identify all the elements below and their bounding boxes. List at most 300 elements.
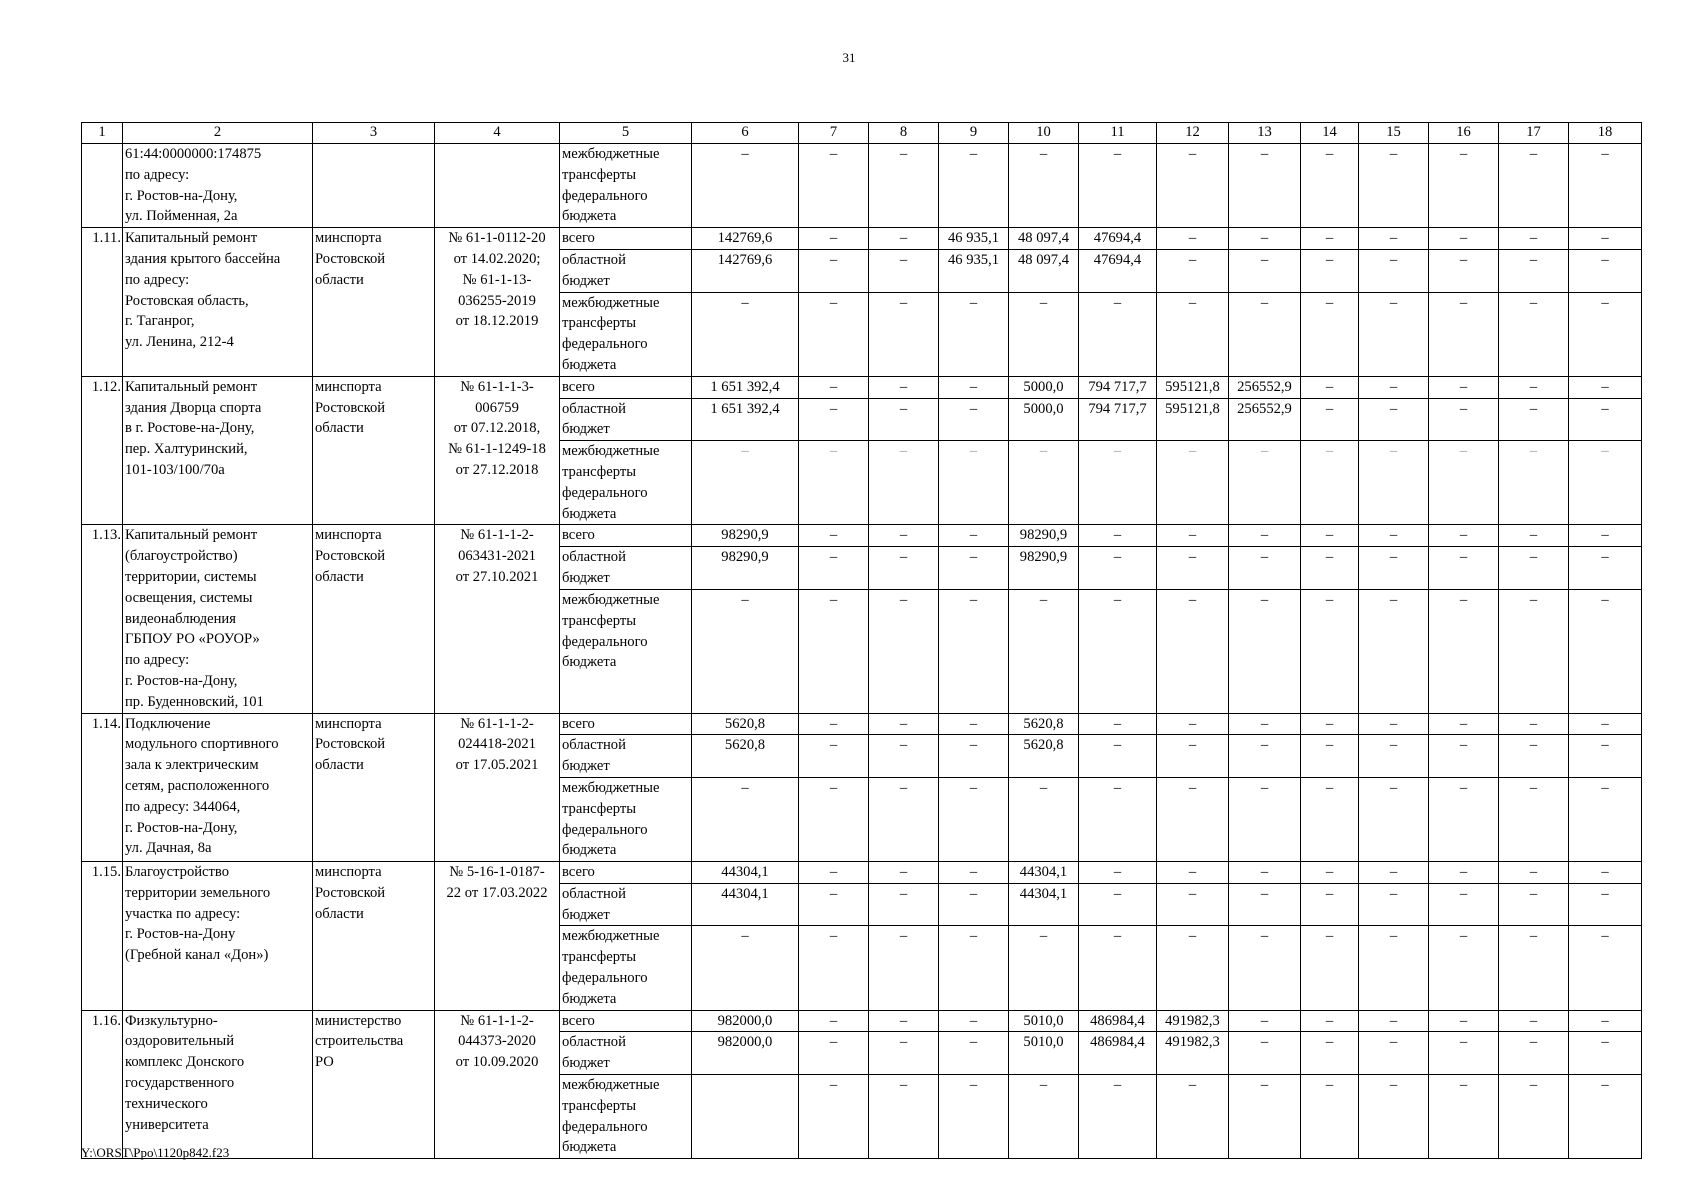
item-number: 1.12. bbox=[82, 376, 123, 525]
value-col-11: 486984,4 bbox=[1079, 1010, 1157, 1032]
value-col-6: 982000,0 bbox=[692, 1010, 799, 1032]
expertise-document: № 61-1-1-2- 044373-2020 от 10.09.2020 bbox=[435, 1010, 560, 1159]
value-col-18: – bbox=[1569, 441, 1642, 525]
value-col-13: – bbox=[1229, 547, 1301, 590]
value-col-14: – bbox=[1301, 292, 1359, 376]
value-col-11: 794 717,7 bbox=[1079, 376, 1157, 398]
value-col-9: – bbox=[939, 713, 1009, 735]
funding-source: межбюджетные трансферты федерального бюджета bbox=[560, 777, 692, 861]
value-col-16: – bbox=[1429, 590, 1499, 713]
header-col-12: 12 bbox=[1157, 123, 1229, 144]
responsible-org: минспорта Ростовской области bbox=[313, 862, 435, 1011]
value-col-12: – bbox=[1157, 862, 1229, 884]
value-col-6: – bbox=[692, 441, 799, 525]
value-col-6: 142769,6 bbox=[692, 228, 799, 250]
value-col-8: – bbox=[869, 862, 939, 884]
value-col-18: – bbox=[1569, 1010, 1642, 1032]
funding-source: областной бюджет bbox=[560, 883, 692, 926]
value-col-12: – bbox=[1157, 777, 1229, 861]
header-col-11: 11 bbox=[1079, 123, 1157, 144]
value-col-13: – bbox=[1229, 441, 1301, 525]
value-col-10: – bbox=[1009, 777, 1079, 861]
value-col-15: – bbox=[1359, 1010, 1429, 1032]
value-col-15: – bbox=[1359, 777, 1429, 861]
value-col-12: – bbox=[1157, 1075, 1229, 1159]
header-col-4: 4 bbox=[435, 123, 560, 144]
value-col-16: – bbox=[1429, 144, 1499, 228]
value-col-13: – bbox=[1229, 777, 1301, 861]
value-col-10: 5000,0 bbox=[1009, 398, 1079, 441]
value-col-15: – bbox=[1359, 713, 1429, 735]
value-col-8: – bbox=[869, 735, 939, 778]
value-col-11: – bbox=[1079, 735, 1157, 778]
value-col-12: – bbox=[1157, 249, 1229, 292]
value-col-10: – bbox=[1009, 590, 1079, 713]
value-col-8: – bbox=[869, 1010, 939, 1032]
value-col-14: – bbox=[1301, 862, 1359, 884]
value-col-8: – bbox=[869, 292, 939, 376]
value-col-8: – bbox=[869, 441, 939, 525]
value-col-11: – bbox=[1079, 292, 1157, 376]
value-col-6: 1 651 392,4 bbox=[692, 398, 799, 441]
responsible-org: минспорта Ростовской области bbox=[313, 713, 435, 862]
value-col-6: – bbox=[692, 777, 799, 861]
table-row bbox=[82, 144, 1642, 228]
expertise-document: № 61-1-1-2- 024418-2021 от 17.05.2021 bbox=[435, 713, 560, 862]
item-number: 1.14. bbox=[82, 713, 123, 862]
value-col-8: – bbox=[869, 590, 939, 713]
header-col-8: 8 bbox=[869, 123, 939, 144]
funding-source: межбюджетные трансферты федерального бюджета bbox=[560, 1075, 692, 1159]
value-col-8: – bbox=[869, 1032, 939, 1075]
table-row bbox=[82, 1010, 1642, 1032]
value-col-10: 48 097,4 bbox=[1009, 228, 1079, 250]
responsible-org bbox=[313, 144, 435, 228]
value-col-6: 982000,0 bbox=[692, 1032, 799, 1075]
value-col-12: 595121,8 bbox=[1157, 376, 1229, 398]
value-col-18: – bbox=[1569, 525, 1642, 547]
value-col-11: – bbox=[1079, 926, 1157, 1010]
value-col-15: – bbox=[1359, 1075, 1429, 1159]
value-col-7: – bbox=[799, 1032, 869, 1075]
header-col-2: 2 bbox=[123, 123, 313, 144]
object-name: Физкультурно- оздоровительный комплекс Донского государственного технического университета bbox=[123, 1010, 313, 1159]
value-col-16: – bbox=[1429, 398, 1499, 441]
value-col-15: – bbox=[1359, 144, 1429, 228]
object-name: Капитальный ремонт здания Дворца спорта в г. Ростове-на-Дону, пер. Халтуринский, 101-103/100/70а bbox=[123, 376, 313, 525]
value-col-7: – bbox=[799, 376, 869, 398]
value-col-12: – bbox=[1157, 441, 1229, 525]
value-col-9: – bbox=[939, 1010, 1009, 1032]
value-col-17: – bbox=[1499, 525, 1569, 547]
expertise-document: № 61-1-1-2- 063431-2021 от 27.10.2021 bbox=[435, 525, 560, 713]
value-col-16: – bbox=[1429, 883, 1499, 926]
object-name: Капитальный ремонт (благоустройство) территории, системы освещения, системы видеонаблюдения ГБПОУ РО «РОУОР» по адресу: г. Ростов-на-Дону, пр. Буденновский, 101 bbox=[123, 525, 313, 713]
value-col-13: 256552,9 bbox=[1229, 376, 1301, 398]
value-col-9: – bbox=[939, 376, 1009, 398]
value-col-13: – bbox=[1229, 1075, 1301, 1159]
value-col-17: – bbox=[1499, 398, 1569, 441]
value-col-9: – bbox=[939, 1032, 1009, 1075]
value-col-17: – bbox=[1499, 1032, 1569, 1075]
value-col-9: – bbox=[939, 883, 1009, 926]
value-col-18: – bbox=[1569, 249, 1642, 292]
column-number-header bbox=[82, 123, 1642, 144]
header-col-7: 7 bbox=[799, 123, 869, 144]
value-col-8: – bbox=[869, 249, 939, 292]
value-col-8: – bbox=[869, 883, 939, 926]
value-col-16: – bbox=[1429, 228, 1499, 250]
value-col-17: – bbox=[1499, 144, 1569, 228]
table-row bbox=[82, 376, 1642, 398]
value-col-7: – bbox=[799, 713, 869, 735]
header-col-1: 1 bbox=[82, 123, 123, 144]
value-col-14: – bbox=[1301, 398, 1359, 441]
value-col-12: – bbox=[1157, 735, 1229, 778]
value-col-14: – bbox=[1301, 441, 1359, 525]
value-col-13: – bbox=[1229, 590, 1301, 713]
value-col-17: – bbox=[1499, 1010, 1569, 1032]
value-col-10: – bbox=[1009, 292, 1079, 376]
value-col-17: – bbox=[1499, 735, 1569, 778]
header-col-9: 9 bbox=[939, 123, 1009, 144]
value-col-18: – bbox=[1569, 547, 1642, 590]
value-col-8: – bbox=[869, 713, 939, 735]
value-col-12: 491982,3 bbox=[1157, 1010, 1229, 1032]
value-col-11: 47694,4 bbox=[1079, 228, 1157, 250]
value-col-13: 256552,9 bbox=[1229, 398, 1301, 441]
value-col-9: – bbox=[939, 862, 1009, 884]
table-row bbox=[82, 713, 1642, 735]
value-col-11: – bbox=[1079, 777, 1157, 861]
value-col-17: – bbox=[1499, 228, 1569, 250]
value-col-11: – bbox=[1079, 144, 1157, 228]
funding-source: всего bbox=[560, 713, 692, 735]
value-col-16: – bbox=[1429, 441, 1499, 525]
value-col-9: – bbox=[939, 735, 1009, 778]
value-col-17: – bbox=[1499, 777, 1569, 861]
value-col-8: – bbox=[869, 777, 939, 861]
value-col-7: – bbox=[799, 735, 869, 778]
value-col-18: – bbox=[1569, 735, 1642, 778]
value-col-6: – bbox=[692, 590, 799, 713]
value-col-15: – bbox=[1359, 249, 1429, 292]
header-col-5: 5 bbox=[560, 123, 692, 144]
header-col-15: 15 bbox=[1359, 123, 1429, 144]
value-col-17: – bbox=[1499, 1075, 1569, 1159]
value-col-14: – bbox=[1301, 735, 1359, 778]
value-col-16: – bbox=[1429, 292, 1499, 376]
value-col-7: – bbox=[799, 1010, 869, 1032]
value-col-15: – bbox=[1359, 547, 1429, 590]
value-col-14: – bbox=[1301, 1032, 1359, 1075]
funding-source: всего bbox=[560, 525, 692, 547]
value-col-10: 5620,8 bbox=[1009, 735, 1079, 778]
value-col-13: – bbox=[1229, 144, 1301, 228]
funding-source: областной бюджет bbox=[560, 1032, 692, 1075]
value-col-16: – bbox=[1429, 249, 1499, 292]
funding-source: межбюджетные трансферты федерального бюджета bbox=[560, 292, 692, 376]
value-col-18: – bbox=[1569, 777, 1642, 861]
value-col-6 bbox=[692, 1075, 799, 1159]
value-col-14: – bbox=[1301, 883, 1359, 926]
value-col-17: – bbox=[1499, 883, 1569, 926]
value-col-18: – bbox=[1569, 398, 1642, 441]
expertise-document: № 61-1-0112-20 от 14.02.2020; № 61-1-13- 036255-2019 от 18.12.2019 bbox=[435, 228, 560, 377]
funding-source: областной бюджет bbox=[560, 398, 692, 441]
object-name: 61:44:0000000:174875 по адресу: г. Ростов-на-Дону, ул. Пойменная, 2а bbox=[123, 144, 313, 228]
funding-source: межбюджетные трансферты федерального бюджета bbox=[560, 590, 692, 713]
value-col-14: – bbox=[1301, 1075, 1359, 1159]
funding-source: межбюджетные трансферты федерального бюджета bbox=[560, 144, 692, 228]
value-col-11: – bbox=[1079, 547, 1157, 590]
value-col-16: – bbox=[1429, 735, 1499, 778]
value-col-18: – bbox=[1569, 713, 1642, 735]
value-col-8: – bbox=[869, 547, 939, 590]
value-col-14: – bbox=[1301, 590, 1359, 713]
value-col-13: – bbox=[1229, 1032, 1301, 1075]
value-col-17: – bbox=[1499, 441, 1569, 525]
value-col-8: – bbox=[869, 525, 939, 547]
value-col-15: – bbox=[1359, 926, 1429, 1010]
responsible-org: минспорта Ростовской области bbox=[313, 525, 435, 713]
expertise-document bbox=[435, 144, 560, 228]
value-col-9: – bbox=[939, 777, 1009, 861]
value-col-17: – bbox=[1499, 862, 1569, 884]
value-col-11: 794 717,7 bbox=[1079, 398, 1157, 441]
value-col-9: – bbox=[939, 292, 1009, 376]
funding-source: областной бюджет bbox=[560, 547, 692, 590]
value-col-18: – bbox=[1569, 144, 1642, 228]
value-col-15: – bbox=[1359, 292, 1429, 376]
value-col-18: – bbox=[1569, 862, 1642, 884]
value-col-14: – bbox=[1301, 1010, 1359, 1032]
value-col-11: – bbox=[1079, 590, 1157, 713]
table-row bbox=[82, 228, 1642, 250]
value-col-11: 486984,4 bbox=[1079, 1032, 1157, 1075]
value-col-10: 5620,8 bbox=[1009, 713, 1079, 735]
value-col-7: – bbox=[799, 525, 869, 547]
header-col-6: 6 bbox=[692, 123, 799, 144]
value-col-6: 44304,1 bbox=[692, 862, 799, 884]
value-col-7: – bbox=[799, 292, 869, 376]
value-col-12: – bbox=[1157, 547, 1229, 590]
value-col-16: – bbox=[1429, 547, 1499, 590]
value-col-14: – bbox=[1301, 547, 1359, 590]
value-col-15: – bbox=[1359, 398, 1429, 441]
value-col-6: 98290,9 bbox=[692, 525, 799, 547]
value-col-11: 47694,4 bbox=[1079, 249, 1157, 292]
item-number: 1.11. bbox=[82, 228, 123, 377]
value-col-16: – bbox=[1429, 1010, 1499, 1032]
value-col-15: – bbox=[1359, 441, 1429, 525]
value-col-16: – bbox=[1429, 525, 1499, 547]
value-col-15: – bbox=[1359, 376, 1429, 398]
object-name: Капитальный ремонт здания крытого бассейна по адресу: Ростовская область, г. Таганрог, ул. Ленина, 212-4 bbox=[123, 228, 313, 377]
value-col-7: – bbox=[799, 547, 869, 590]
value-col-12: – bbox=[1157, 883, 1229, 926]
value-col-7: – bbox=[799, 883, 869, 926]
value-col-17: – bbox=[1499, 249, 1569, 292]
object-name: Подключение модульного спортивного зала к электрическим сетям, расположенного по адресу: 344064, г. Ростов-на-Дону, ул. Дачная, 8а bbox=[123, 713, 313, 862]
value-col-7: – bbox=[799, 1075, 869, 1159]
value-col-7: – bbox=[799, 144, 869, 228]
value-col-7: – bbox=[799, 398, 869, 441]
value-col-13: – bbox=[1229, 926, 1301, 1010]
value-col-13: – bbox=[1229, 883, 1301, 926]
value-col-16: – bbox=[1429, 862, 1499, 884]
value-col-16: – bbox=[1429, 376, 1499, 398]
value-col-8: – bbox=[869, 144, 939, 228]
value-col-6: – bbox=[692, 144, 799, 228]
header-col-16: 16 bbox=[1429, 123, 1499, 144]
value-col-8: – bbox=[869, 926, 939, 1010]
value-col-9: – bbox=[939, 525, 1009, 547]
value-col-12: – bbox=[1157, 713, 1229, 735]
value-col-10: 98290,9 bbox=[1009, 525, 1079, 547]
value-col-15: – bbox=[1359, 525, 1429, 547]
page-number: 31 bbox=[842, 50, 856, 65]
value-col-12: – bbox=[1157, 228, 1229, 250]
value-col-9: – bbox=[939, 398, 1009, 441]
value-col-13: – bbox=[1229, 525, 1301, 547]
value-col-17: – bbox=[1499, 547, 1569, 590]
value-col-17: – bbox=[1499, 376, 1569, 398]
value-col-9: – bbox=[939, 926, 1009, 1010]
value-col-15: – bbox=[1359, 590, 1429, 713]
header-col-18: 18 bbox=[1569, 123, 1642, 144]
value-col-17: – bbox=[1499, 926, 1569, 1010]
value-col-13: – bbox=[1229, 862, 1301, 884]
value-col-18: – bbox=[1569, 590, 1642, 713]
file-path-footer: Y:\ORST\Ppo\1120p842.f23 bbox=[81, 1145, 230, 1160]
expertise-document: № 61-1-1-3- 006759 от 07.12.2018, № 61-1-1249-18 от 27.12.2018 bbox=[435, 376, 560, 525]
value-col-16: – bbox=[1429, 1075, 1499, 1159]
value-col-13: – bbox=[1229, 249, 1301, 292]
value-col-18: – bbox=[1569, 228, 1642, 250]
item-number: 1.16. bbox=[82, 1010, 123, 1159]
value-col-17: – bbox=[1499, 590, 1569, 713]
value-col-11: – bbox=[1079, 713, 1157, 735]
value-col-10: – bbox=[1009, 144, 1079, 228]
header-col-13: 13 bbox=[1229, 123, 1301, 144]
value-col-12: 491982,3 bbox=[1157, 1032, 1229, 1075]
value-col-11: – bbox=[1079, 441, 1157, 525]
header-col-3: 3 bbox=[313, 123, 435, 144]
value-col-9: – bbox=[939, 590, 1009, 713]
funding-source: межбюджетные трансферты федерального бюджета bbox=[560, 441, 692, 525]
value-col-12: – bbox=[1157, 292, 1229, 376]
value-col-14: – bbox=[1301, 713, 1359, 735]
value-col-18: – bbox=[1569, 883, 1642, 926]
value-col-13: – bbox=[1229, 1010, 1301, 1032]
value-col-12: 595121,8 bbox=[1157, 398, 1229, 441]
value-col-7: – bbox=[799, 862, 869, 884]
value-col-16: – bbox=[1429, 1032, 1499, 1075]
value-col-11: – bbox=[1079, 1075, 1157, 1159]
header-col-10: 10 bbox=[1009, 123, 1079, 144]
value-col-18: – bbox=[1569, 376, 1642, 398]
value-col-10: – bbox=[1009, 926, 1079, 1010]
value-col-10: 48 097,4 bbox=[1009, 249, 1079, 292]
value-col-7: – bbox=[799, 777, 869, 861]
value-col-12: – bbox=[1157, 590, 1229, 713]
value-col-10: 5010,0 bbox=[1009, 1010, 1079, 1032]
value-col-7: – bbox=[799, 249, 869, 292]
value-col-14: – bbox=[1301, 777, 1359, 861]
funding-source: всего bbox=[560, 1010, 692, 1032]
value-col-7: – bbox=[799, 590, 869, 713]
funding-source: межбюджетные трансферты федерального бюджета bbox=[560, 926, 692, 1010]
funding-source: всего bbox=[560, 228, 692, 250]
value-col-18: – bbox=[1569, 292, 1642, 376]
value-col-7: – bbox=[799, 926, 869, 1010]
value-col-9: 46 935,1 bbox=[939, 228, 1009, 250]
funding-source: всего bbox=[560, 862, 692, 884]
value-col-16: – bbox=[1429, 777, 1499, 861]
value-col-18: – bbox=[1569, 1032, 1642, 1075]
object-name: Благоустройство территории земельного участка по адресу: г. Ростов-на-Дону (Гребной канал «Дон») bbox=[123, 862, 313, 1011]
value-col-14: – bbox=[1301, 144, 1359, 228]
value-col-17: – bbox=[1499, 713, 1569, 735]
value-col-10: – bbox=[1009, 1075, 1079, 1159]
value-col-12: – bbox=[1157, 926, 1229, 1010]
value-col-10: 98290,9 bbox=[1009, 547, 1079, 590]
value-col-14: – bbox=[1301, 376, 1359, 398]
value-col-18: – bbox=[1569, 926, 1642, 1010]
value-col-10: – bbox=[1009, 441, 1079, 525]
value-col-11: – bbox=[1079, 525, 1157, 547]
funding-source: областной бюджет bbox=[560, 249, 692, 292]
value-col-6: – bbox=[692, 292, 799, 376]
value-col-14: – bbox=[1301, 525, 1359, 547]
value-col-12: – bbox=[1157, 144, 1229, 228]
value-col-6: 5620,8 bbox=[692, 713, 799, 735]
value-col-6: 1 651 392,4 bbox=[692, 376, 799, 398]
value-col-9: – bbox=[939, 441, 1009, 525]
value-col-13: – bbox=[1229, 292, 1301, 376]
item-number: 1.15. bbox=[82, 862, 123, 1011]
value-col-18: – bbox=[1569, 1075, 1642, 1159]
value-col-8: – bbox=[869, 228, 939, 250]
funding-source: областной бюджет bbox=[560, 735, 692, 778]
value-col-7: – bbox=[799, 228, 869, 250]
expertise-document: № 5-16-1-0187- 22 от 17.03.2022 bbox=[435, 862, 560, 1011]
value-col-15: – bbox=[1359, 1032, 1429, 1075]
table-row bbox=[82, 862, 1642, 884]
value-col-10: 5000,0 bbox=[1009, 376, 1079, 398]
value-col-15: – bbox=[1359, 228, 1429, 250]
value-col-6: 44304,1 bbox=[692, 883, 799, 926]
responsible-org: минспорта Ростовской области bbox=[313, 376, 435, 525]
value-col-16: – bbox=[1429, 926, 1499, 1010]
finance-table bbox=[81, 122, 1642, 1159]
value-col-8: – bbox=[869, 376, 939, 398]
table-row bbox=[82, 525, 1642, 547]
value-col-7: – bbox=[799, 441, 869, 525]
value-col-14: – bbox=[1301, 228, 1359, 250]
value-col-11: – bbox=[1079, 883, 1157, 926]
value-col-8: – bbox=[869, 398, 939, 441]
header-col-17: 17 bbox=[1499, 123, 1569, 144]
value-col-9: – bbox=[939, 547, 1009, 590]
value-col-15: – bbox=[1359, 883, 1429, 926]
value-col-9: – bbox=[939, 144, 1009, 228]
value-col-10: 5010,0 bbox=[1009, 1032, 1079, 1075]
value-col-15: – bbox=[1359, 735, 1429, 778]
value-col-14: – bbox=[1301, 926, 1359, 1010]
value-col-6: – bbox=[692, 926, 799, 1010]
